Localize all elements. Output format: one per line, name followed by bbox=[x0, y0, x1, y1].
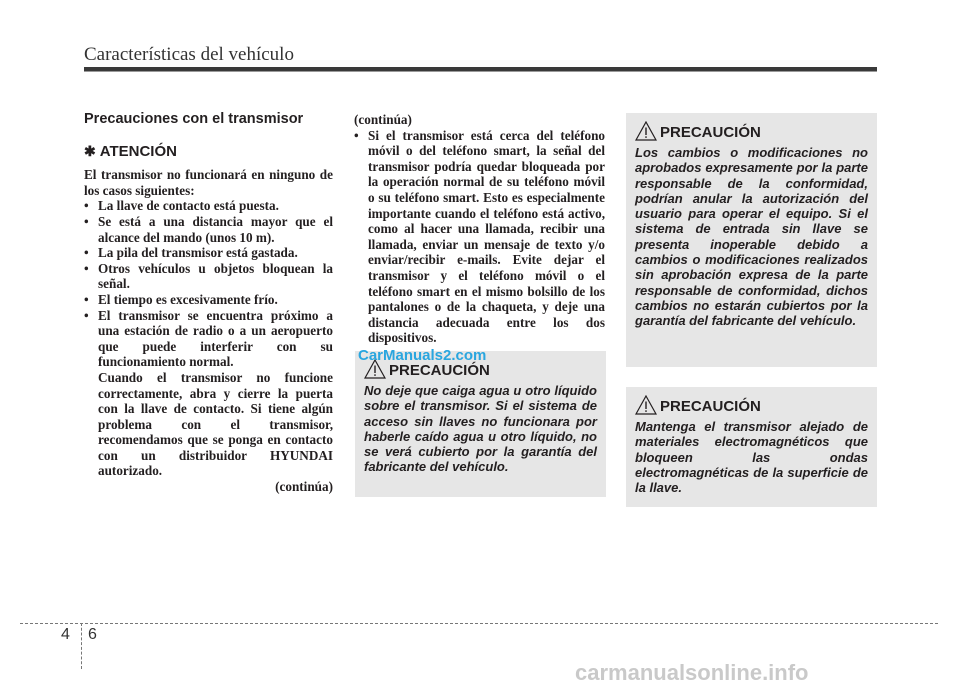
header-rule-thin bbox=[84, 71, 877, 72]
footer-site-link[interactable]: carmanualsonline.info bbox=[575, 660, 809, 685]
watermark-link[interactable]: CarManuals2.com bbox=[358, 347, 487, 364]
continued-label: (continúa) bbox=[354, 112, 412, 127]
caution-label: PRECAUCIÓN bbox=[660, 398, 761, 415]
continued-label: (continúa) bbox=[275, 479, 333, 495]
caution-text: Los cambios o modificaciones no aprobados expresamente por la parte responsable de la conformidad, podrían anular la autorización del usuario para operar el equipo. Si el sistema de entrada sin llave se presenta inoperable debido a cambios o modificaciones realizados sin aprobación expresa de la parte responsable de conformidad, dichos cambios no estarán cubiertos por la garantía del fabricante del vehículo. bbox=[635, 145, 868, 329]
item-followup: Cuando el transmisor no funcione correctamente, abra y cierre la puerta con la llave de contacto. Si tiene algún problema con el transmisor, recomendamos que se ponga en contacto con un distribuidor HYUNDAI autorizado. bbox=[98, 369, 333, 479]
caution-label: PRECAUCIÓN bbox=[660, 124, 761, 141]
footer-page-divider bbox=[81, 623, 82, 669]
attention-label: ATENCIÓN bbox=[99, 142, 177, 160]
caution-box-modifications bbox=[626, 113, 877, 367]
page-section-number: 4 bbox=[61, 626, 70, 643]
caution-title bbox=[635, 121, 868, 141]
left-column bbox=[84, 112, 333, 495]
caution-box-water bbox=[355, 351, 606, 497]
page-number: 6 bbox=[88, 626, 97, 643]
list-item: • El transmisor se encuentra próximo a una estación de radio o a un aeropuerto que puede interferir con su funcionamiento normal. bbox=[84, 308, 333, 370]
footer-divider bbox=[20, 623, 938, 624]
section-title: Precauciones con el transmisor bbox=[84, 111, 304, 127]
continued-list bbox=[354, 128, 605, 346]
attention-heading bbox=[84, 144, 333, 160]
list-item: • Otros vehículos u objetos bloquean la señal. bbox=[84, 261, 333, 292]
warning-triangle-icon bbox=[635, 395, 657, 415]
warning-triangle-icon bbox=[635, 121, 657, 141]
list-item: • El tiempo es excesivamente frío. bbox=[84, 292, 333, 308]
attention-list bbox=[84, 198, 333, 370]
header-title: Características del vehículo bbox=[84, 44, 294, 65]
caution-text: No deje que caiga agua u otro líquido sobre el transmisor. Si el sistema de acceso sin llaves no funcionara por haberle caído agua u otro líquido, no se verá cubierto por la garantía del fabricante del vehículo. bbox=[364, 383, 597, 475]
caution-title bbox=[635, 395, 868, 415]
star-cross-icon: ✱ bbox=[84, 142, 96, 159]
caution-box-electromagnetic bbox=[626, 387, 877, 507]
list-item: • La pila del transmisor está gastada. bbox=[84, 245, 333, 261]
caution-text: Mantenga el transmisor alejado de materiales electromagnéticos que bloqueen las ondas electromagnéticas de la superficie de la llave. bbox=[635, 419, 868, 496]
attention-intro: El transmisor no funcionará en ninguno de los casos siguientes: bbox=[84, 167, 333, 198]
list-item: • Si el transmisor está cerca del teléfono móvil o del teléfono smart, la señal del transmisor podría quedar bloqueada por la operación normal de su teléfono móvil o su teléfono smart. Esto es especialmente importante cuando el teléfono está activo, como al hacer una llamada, recibir una llamada, enviar un mensaje de texto y/o enviar/recibir e-mails. Evite dejar el transmisor y el teléfono móvil o el teléfono smart en el mismo bolsillo de los pantalones o de la chaqueta, y deje una distancia adecuada entre los dos dispositivos. bbox=[354, 128, 605, 346]
caution-label: PRECAUCIÓN bbox=[389, 362, 490, 379]
list-item: • La llave de contacto está puesta. bbox=[84, 198, 333, 214]
middle-column bbox=[354, 112, 605, 346]
list-item: • Se está a una distancia mayor que el alcance del mando (unos 10 m). bbox=[84, 214, 333, 245]
